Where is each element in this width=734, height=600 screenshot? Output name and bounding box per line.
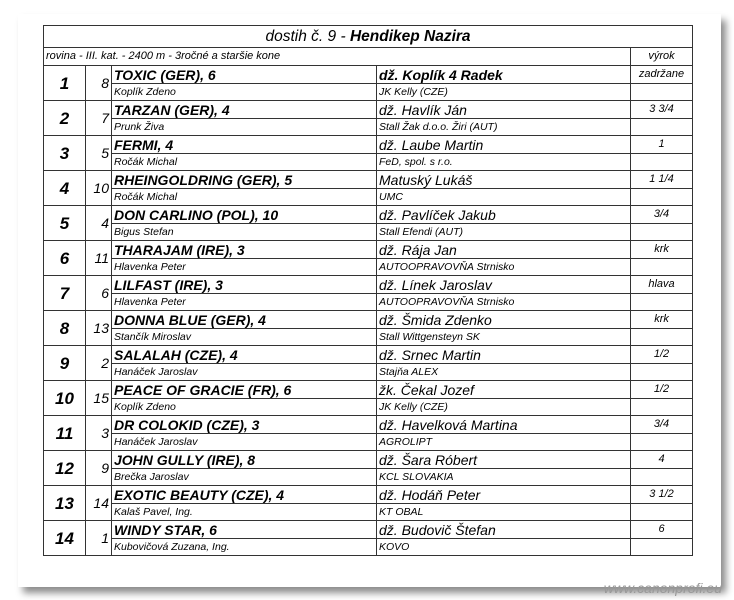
jockey-name: dž. Pavlíček Jakub: [377, 206, 631, 224]
start-number: 3: [86, 416, 112, 451]
result-row: [44, 276, 693, 294]
start-number: 9: [86, 451, 112, 486]
finish-place: 9: [44, 346, 86, 381]
start-number: 5: [86, 136, 112, 171]
finish-place: 6: [44, 241, 86, 276]
margin-spacer: [631, 504, 693, 521]
margin-spacer: [631, 259, 693, 276]
margin-verdict: 3 3/4: [631, 101, 693, 119]
finish-place: 1: [44, 66, 86, 101]
horse-name: SALALAH (CZE), 4: [112, 346, 377, 364]
margin-verdict: zadržane: [631, 66, 693, 84]
start-number: 11: [86, 241, 112, 276]
start-number: 1: [86, 521, 112, 556]
finish-place: 13: [44, 486, 86, 521]
margin-verdict: 1 1/4: [631, 171, 693, 189]
jockey-name: dž. Rája Jan: [377, 241, 631, 259]
jockey-name: dž. Koplík 4 Radek: [377, 66, 631, 84]
trainer-name: Hlavenka Peter: [112, 294, 377, 311]
margin-verdict: 1/2: [631, 381, 693, 399]
margin-spacer: [631, 364, 693, 381]
owner-name: AGROLIPT: [377, 434, 631, 451]
result-row-details: [44, 364, 693, 381]
margin-verdict: 3/4: [631, 416, 693, 434]
finish-place: 7: [44, 276, 86, 311]
finish-place: 2: [44, 101, 86, 136]
result-row-details: [44, 294, 693, 311]
result-row-details: [44, 119, 693, 136]
margin-verdict: krk: [631, 311, 693, 329]
start-number: 4: [86, 206, 112, 241]
jockey-name: dž. Línek Jaroslav: [377, 276, 631, 294]
horse-name: WINDY STAR, 6: [112, 521, 377, 539]
horse-name: THARAJAM (IRE), 3: [112, 241, 377, 259]
owner-name: KOVO: [377, 539, 631, 556]
trainer-name: Stančík Miroslav: [112, 329, 377, 346]
margin-spacer: [631, 329, 693, 346]
owner-name: JK Kelly (CZE): [377, 84, 631, 101]
margin-spacer: [631, 539, 693, 556]
jockey-name: dž. Srnec Martin: [377, 346, 631, 364]
owner-name: Stall Wittgensteyn SK: [377, 329, 631, 346]
result-row-details: [44, 84, 693, 101]
horse-name: DONNA BLUE (GER), 4: [112, 311, 377, 329]
trainer-name: Bigus Stefan: [112, 224, 377, 241]
owner-name: UMC: [377, 189, 631, 206]
margin-verdict: 4: [631, 451, 693, 469]
start-number: 15: [86, 381, 112, 416]
jockey-name: dž. Hodáň Peter: [377, 486, 631, 504]
margin-verdict: 3 1/2: [631, 486, 693, 504]
result-row: [44, 241, 693, 259]
jockey-name: dž. Šara Róbert: [377, 451, 631, 469]
horse-name: FERMI, 4: [112, 136, 377, 154]
margin-spacer: [631, 189, 693, 206]
horse-name: DON CARLINO (POL), 10: [112, 206, 377, 224]
margin-spacer: [631, 224, 693, 241]
trainer-name: Ročák Michal: [112, 189, 377, 206]
finish-place: 3: [44, 136, 86, 171]
owner-name: Stajňa ALEX: [377, 364, 631, 381]
margin-spacer: [631, 294, 693, 311]
start-number: 8: [86, 66, 112, 101]
result-row: [44, 101, 693, 119]
start-number: 7: [86, 101, 112, 136]
jockey-name: žk. Čekal Jozef: [377, 381, 631, 399]
jockey-name: dž. Havlík Ján: [377, 101, 631, 119]
margin-spacer: [631, 84, 693, 101]
race-title: [44, 26, 693, 48]
margin-verdict: 6: [631, 521, 693, 539]
owner-name: JK Kelly (CZE): [377, 399, 631, 416]
owner-name: KCL SLOVAKIA: [377, 469, 631, 486]
result-row: [44, 171, 693, 189]
jockey-name: dž. Šmida Zdenko: [377, 311, 631, 329]
horse-name: LILFAST (IRE), 3: [112, 276, 377, 294]
race-title-prefix: dostih č. 9 -: [265, 27, 346, 45]
result-row-details: [44, 469, 693, 486]
margin-spacer: [631, 154, 693, 171]
horse-name: TOXIC (GER), 6: [112, 66, 377, 84]
horse-name: DR COLOKID (CZE), 3: [112, 416, 377, 434]
trainer-name: Ročák Michal: [112, 154, 377, 171]
margin-verdict: krk: [631, 241, 693, 259]
finish-place: 11: [44, 416, 86, 451]
result-row-details: [44, 539, 693, 556]
watermark-text: www.canonprofi.eu: [603, 580, 722, 596]
margin-spacer: [631, 434, 693, 451]
result-row-details: [44, 399, 693, 416]
result-row: [44, 416, 693, 434]
result-row-details: [44, 329, 693, 346]
trainer-name: Kalaš Pavel, Ing.: [112, 504, 377, 521]
jockey-name: dž. Havelková Martina: [377, 416, 631, 434]
trainer-name: Hanáček Jaroslav: [112, 434, 377, 451]
margin-spacer: [631, 399, 693, 416]
trainer-name: Brečka Jaroslav: [112, 469, 377, 486]
trainer-name: Kubovičová Zuzana, Ing.: [112, 539, 377, 556]
margin-verdict: 1/2: [631, 346, 693, 364]
start-number: 14: [86, 486, 112, 521]
result-row: [44, 136, 693, 154]
race-title-name: Hendikep Nazira: [349, 27, 471, 45]
result-row: [44, 451, 693, 469]
owner-name: AUTOOPRAVOVŇA Strnisko: [377, 294, 631, 311]
trainer-name: Koplík Zdeno: [112, 399, 377, 416]
result-row: [44, 381, 693, 399]
race-conditions-row: [44, 48, 693, 66]
verdict-header: výrok: [631, 48, 693, 66]
jockey-name: dž. Laube Martin: [377, 136, 631, 154]
finish-place: 8: [44, 311, 86, 346]
finish-place: 14: [44, 521, 86, 556]
margin-spacer: [631, 119, 693, 136]
result-row-details: [44, 259, 693, 276]
result-row-details: [44, 154, 693, 171]
trainer-name: Hanáček Jaroslav: [112, 364, 377, 381]
horse-name: RHEINGOLDRING (GER), 5: [112, 171, 377, 189]
result-row: [44, 311, 693, 329]
trainer-name: Koplík Zdeno: [112, 84, 377, 101]
jockey-name: Matuský Lukáš: [377, 171, 631, 189]
result-row: [44, 486, 693, 504]
finish-place: 12: [44, 451, 86, 486]
start-number: 10: [86, 171, 112, 206]
jockey-name: dž. Budovič Štefan: [377, 521, 631, 539]
result-row: [44, 346, 693, 364]
result-row-details: [44, 504, 693, 521]
result-row-details: [44, 224, 693, 241]
race-conditions: rovina - III. kat. - 2400 m - 3ročné a staršie kone: [44, 48, 631, 66]
result-row: [44, 66, 693, 84]
result-row: [44, 521, 693, 539]
trainer-name: Prunk Živa: [112, 119, 377, 136]
horse-name: EXOTIC BEAUTY (CZE), 4: [112, 486, 377, 504]
result-row-details: [44, 434, 693, 451]
result-row: [44, 206, 693, 224]
start-number: 2: [86, 346, 112, 381]
race-results-table: [43, 25, 693, 556]
start-number: 6: [86, 276, 112, 311]
margin-verdict: hlava: [631, 276, 693, 294]
horse-name: TARZAN (GER), 4: [112, 101, 377, 119]
race-title-row: [44, 26, 693, 48]
horse-name: JOHN GULLY (IRE), 8: [112, 451, 377, 469]
result-row-details: [44, 189, 693, 206]
finish-place: 10: [44, 381, 86, 416]
margin-verdict: 3/4: [631, 206, 693, 224]
margin-verdict: 1: [631, 136, 693, 154]
owner-name: Stall Žak d.o.o. Žiri (AUT): [377, 119, 631, 136]
owner-name: AUTOOPRAVOVŇA Strnisko: [377, 259, 631, 276]
owner-name: Stall Efendi (AUT): [377, 224, 631, 241]
start-number: 13: [86, 311, 112, 346]
trainer-name: Hlavenka Peter: [112, 259, 377, 276]
finish-place: 5: [44, 206, 86, 241]
finish-place: 4: [44, 171, 86, 206]
margin-spacer: [631, 469, 693, 486]
owner-name: FeD, spol. s r.o.: [377, 154, 631, 171]
horse-name: PEACE OF GRACIE (FR), 6: [112, 381, 377, 399]
owner-name: KT OBAL: [377, 504, 631, 521]
